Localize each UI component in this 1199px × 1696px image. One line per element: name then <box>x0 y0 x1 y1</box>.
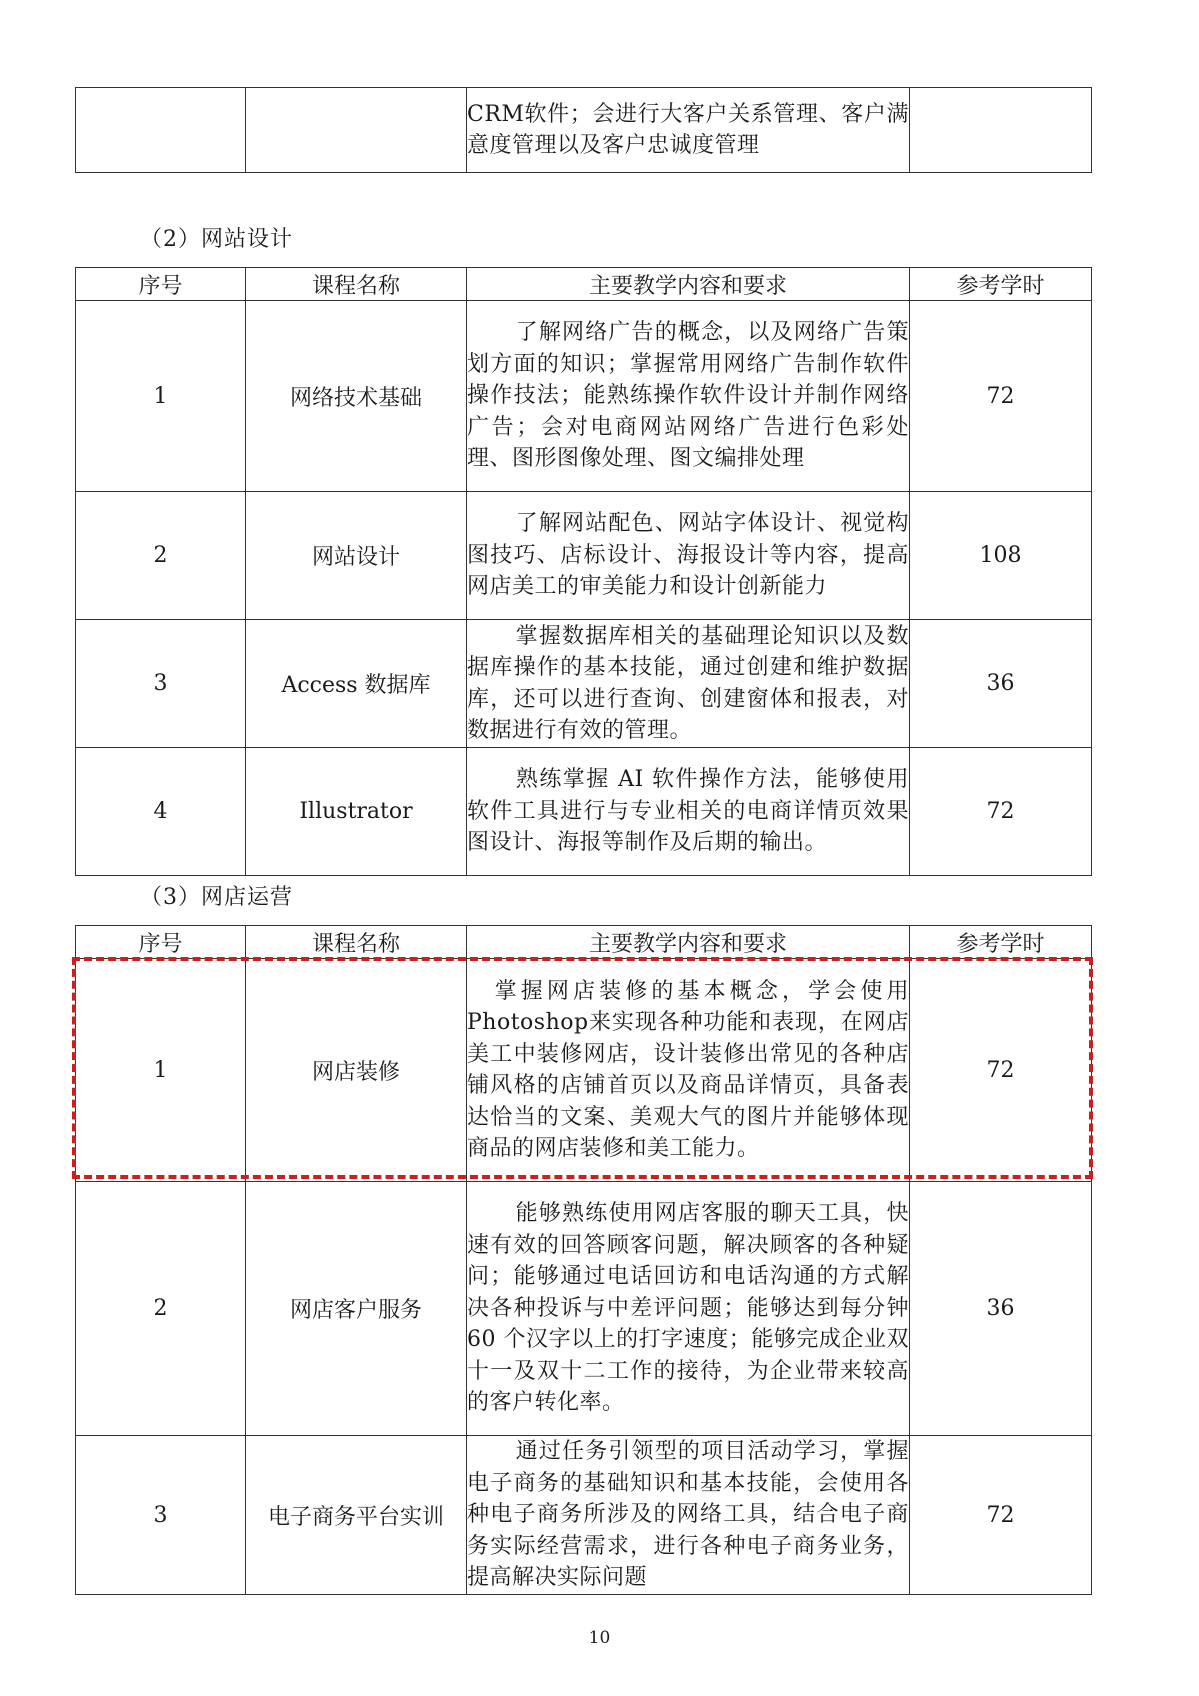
course-content: 了解网络广告的概念，以及网络广告策划方面的知识；掌握常用网络广告制作软件操作技法；能熟练操作软件设计并制作网络广告；会对电商网站网络广告进行色彩处理、图形图像处理、图文编排处理 <box>467 301 910 492</box>
course-content: 掌握网店装修的基本概念，学会使用Photoshop来实现各种功能和表现，在网店美工中装修网店，设计装修出常见的各种店铺风格的店铺首页以及商品详情页，具备表达恰当的文案、美观大气的图片并能够体现商品的网店装修和美工能力。 <box>467 959 910 1182</box>
course-index: 3 <box>76 620 246 748</box>
course-content: 熟练掌握 AI 软件操作方法，能够使用软件工具进行与专业相关的电商详情页效果图设计、海报等制作及后期的输出。 <box>467 748 910 876</box>
section-title: （2）网站设计 <box>140 227 293 252</box>
course-hours: 108 <box>910 492 1092 620</box>
course-content: 掌握数据库相关的基础理论知识以及数据库操作的基本技能，通过创建和维护数据库，还可以进行查询、创建窗体和报表，对数据进行有效的管理。 <box>467 620 910 748</box>
course-name: Access 数据库 <box>246 620 467 748</box>
header-content: 主要教学内容和要求 <box>467 926 910 959</box>
course-index: 4 <box>76 748 246 876</box>
course-index: 1 <box>76 301 246 492</box>
table-row <box>76 301 1092 492</box>
course-name: Illustrator <box>246 748 467 876</box>
course-table-website-design <box>75 267 1092 876</box>
table-row <box>76 88 1092 173</box>
course-name: 网络技术基础 <box>246 301 467 492</box>
course-index <box>76 88 246 173</box>
course-content: 了解网站配色、网站字体设计、视觉构图技巧、店标设计、海报设计等内容，提高网店美工的审美能力和设计创新能力 <box>467 492 910 620</box>
course-content: CRM软件；会进行大客户关系管理、客户满意度管理以及客户忠诚度管理 <box>467 88 910 173</box>
header-hours: 参考学时 <box>910 268 1092 301</box>
course-index: 2 <box>76 492 246 620</box>
course-hours: 72 <box>910 959 1092 1182</box>
course-name: 网站设计 <box>246 492 467 620</box>
course-hours: 72 <box>910 748 1092 876</box>
course-hours: 36 <box>910 1182 1092 1436</box>
table-row <box>76 620 1092 748</box>
header-content: 主要教学内容和要求 <box>467 268 910 301</box>
header-index: 序号 <box>76 268 246 301</box>
page-number: 10 <box>588 1628 611 1648</box>
table-header-row <box>76 926 1092 959</box>
course-content: 通过任务引领型的项目活动学习，掌握电子商务的基础知识和基本技能，会使用各种电子商务所涉及的网络工具，结合电子商务实际经营需求，进行各种电子商务业务，提高解决实际问题 <box>467 1436 910 1595</box>
course-index: 1 <box>76 959 246 1182</box>
course-index: 3 <box>76 1436 246 1595</box>
table-header-row <box>76 268 1092 301</box>
course-hours: 72 <box>910 301 1092 492</box>
course-name <box>246 88 467 173</box>
course-hours <box>910 88 1092 173</box>
section-title: （3）网店运营 <box>140 885 293 910</box>
table-row <box>76 1182 1092 1436</box>
course-hours: 36 <box>910 620 1092 748</box>
header-hours: 参考学时 <box>910 926 1092 959</box>
course-index: 2 <box>76 1182 246 1436</box>
header-name: 课程名称 <box>246 268 467 301</box>
course-name: 网店装修 <box>246 959 467 1182</box>
course-content: 能够熟练使用网店客服的聊天工具，快速有效的回答顾客问题，解决顾客的各种疑问；能够通过电话回访和电话沟通的方式解决各种投诉与中差评问题；能够达到每分钟 60 个汉字以上的打字速度；能够完成企业双十一及双十二工作的接待，为企业带来较高的客户转化率。 <box>467 1182 910 1436</box>
continuation-table <box>75 87 1092 173</box>
table-row <box>76 748 1092 876</box>
table-row <box>76 1436 1092 1595</box>
course-name: 网店客户服务 <box>246 1182 467 1436</box>
header-name: 课程名称 <box>246 926 467 959</box>
highlight-box <box>72 957 1093 1179</box>
header-index: 序号 <box>76 926 246 959</box>
course-hours: 72 <box>910 1436 1092 1595</box>
course-name: 电子商务平台实训 <box>246 1436 467 1595</box>
table-row <box>76 492 1092 620</box>
